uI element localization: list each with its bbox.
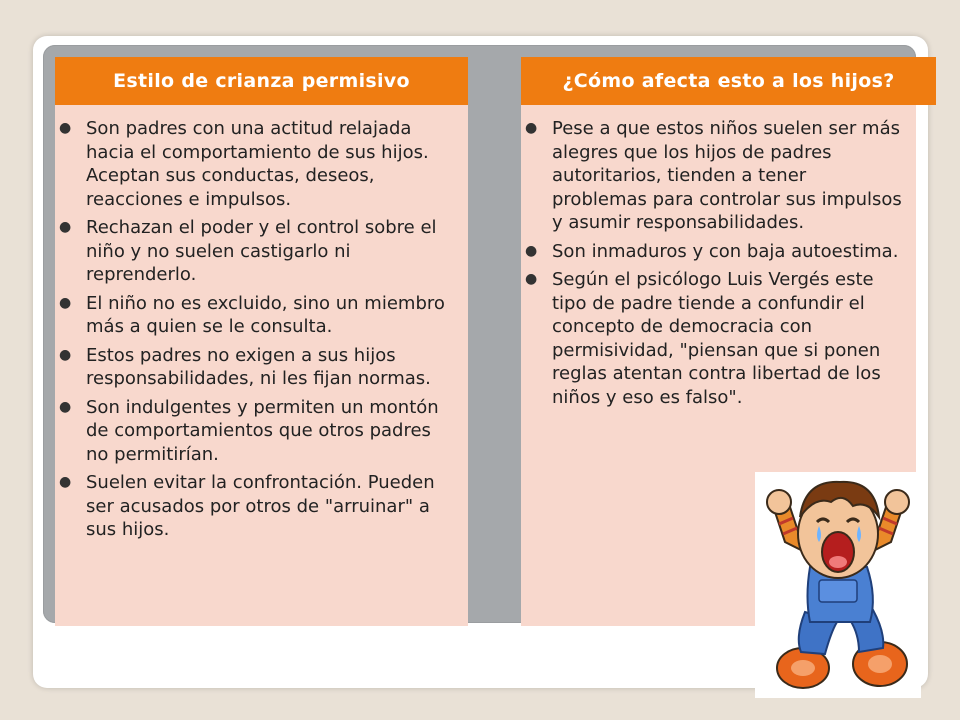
crying-child-icon <box>755 472 921 698</box>
list-item: ● Pese a que estos niños suelen ser más alegres que los hijos de padres autoritarios, tienden a tener problemas para controlar sus impulsos y asumir responsabilidades. <box>525 118 902 233</box>
bullet-icon: ● <box>59 294 72 311</box>
left-bullet-list <box>55 117 460 542</box>
bullet-icon: ● <box>59 398 72 415</box>
list-item: ● Son indulgentes y permiten un montón de comportamientos que otros padres no permitirían. <box>59 396 439 465</box>
bullet-icon: ● <box>525 242 538 259</box>
list-item: ● Suelen evitar la confrontación. Pueden ser acusados por otros de "arruinar" a sus hijos. <box>59 472 435 540</box>
right-bullet-list <box>521 117 908 409</box>
left-column-body <box>55 105 468 626</box>
list-item: ● Estos padres no exigen a sus hijos responsabilidades, ni les fijan normas. <box>59 344 431 389</box>
bullet-icon: ● <box>525 120 538 136</box>
list-item: ● Son padres con una actitud relajada hacia el comportamiento de sus hijos. Aceptan sus conductas, deseos, reacciones e impulsos. <box>59 118 429 210</box>
bullet-icon: ● <box>59 120 72 136</box>
right-column-title: ¿Cómo afecta esto a los hijos? <box>521 57 936 105</box>
bullet-icon: ● <box>59 346 72 363</box>
list-item: ● Rechazan el poder y el control sobre el niño y no suelen castigarlo ni reprenderlo. <box>59 217 437 285</box>
list-item: ● El niño no es excluido, sino un miembro más a quien se le consulta. <box>59 292 445 337</box>
bullet-icon: ● <box>59 474 72 490</box>
list-item: ● Son inmaduros y con baja autoestima. <box>525 240 899 262</box>
bullet-icon: ● <box>59 219 72 235</box>
bullet-icon: ● <box>525 271 538 287</box>
list-item: ● Según el psicólogo Luis Vergés este tipo de padre tiende a confundir el concepto de democracia con permisividad, "piensan que si ponen reglas atentan contra libertad de los niños y eso es falso". <box>525 269 881 408</box>
left-column <box>55 57 468 626</box>
left-column-title: Estilo de crianza permisivo <box>55 57 468 105</box>
